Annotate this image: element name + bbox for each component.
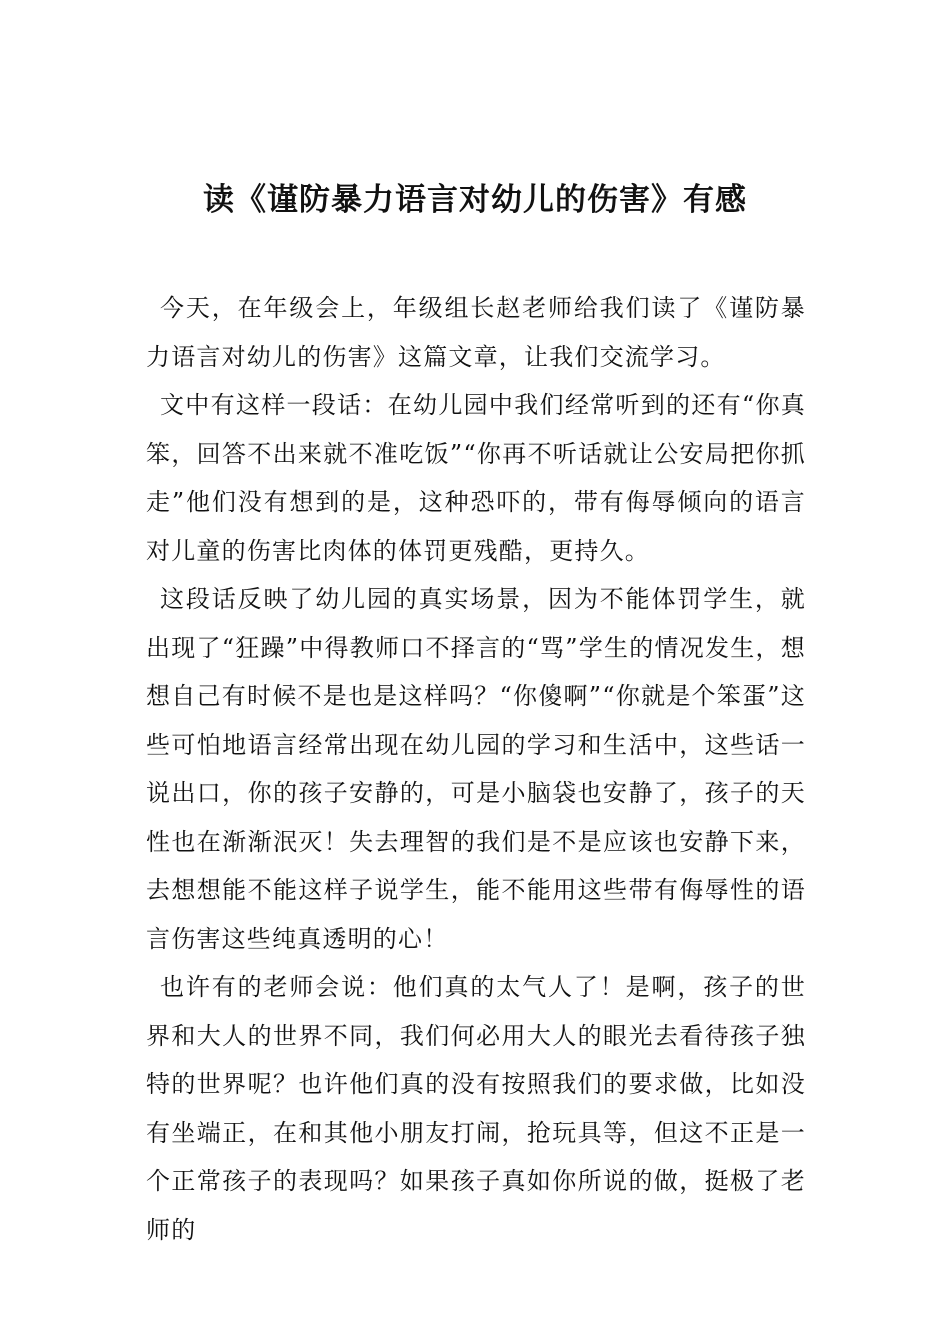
paragraph-2: 文中有这样一段话：在幼儿园中我们经常听到的还有“你真笨，回答不出来就不准吃饭”“你再不听话就让公安局把你抓走”他们没有想到的是，这种恐吓的，带有侮辱倾向的语言对儿童的伤害比肉体的体罚更残酷，更持久。	[146, 391, 806, 565]
paragraph-1: 今天，在年级会上，年级组长赵老师给我们读了《谨防暴力语言对幼儿的伤害》这篇文章，让我们交流学习。	[146, 294, 806, 371]
paragraph-3: 这段话反映了幼儿园的真实场景，因为不能体罚学生，就出现了“狂躁”中得教师口不择言的“骂”学生的情况发生，想想自己有时候不是也是这样吗？“你傻啊”“你就是个笨蛋”这些可怕地语言经常出现在幼儿园的学习和生活中，这些话一说出口，你的孩子安静的，可是小脑袋也安静了，孩子的天性也在渐渐泯灭！失去理智的我们是不是应该也安静下来，去想想能不能这样子说学生，能不能用这些带有侮辱性的语言伤害这些纯真透明的心！	[146, 585, 806, 953]
document-title: 读《谨防暴力语言对幼儿的伤害》有感	[203, 182, 747, 218]
document-body	[146, 284, 806, 1254]
paragraph-4: 也许有的老师会说：他们真的太气人了！是啊，孩子的世界和大人的世界不同，我们何必用大人的眼光去看待孩子独特的世界呢？也许他们真的没有按照我们的要求做，比如没有坐端正，在和其他小朋友打闹，抢玩具等，但这不正是一个正常孩子的表现吗？如果孩子真如你所说的做，挺极了老师的	[146, 973, 806, 1244]
